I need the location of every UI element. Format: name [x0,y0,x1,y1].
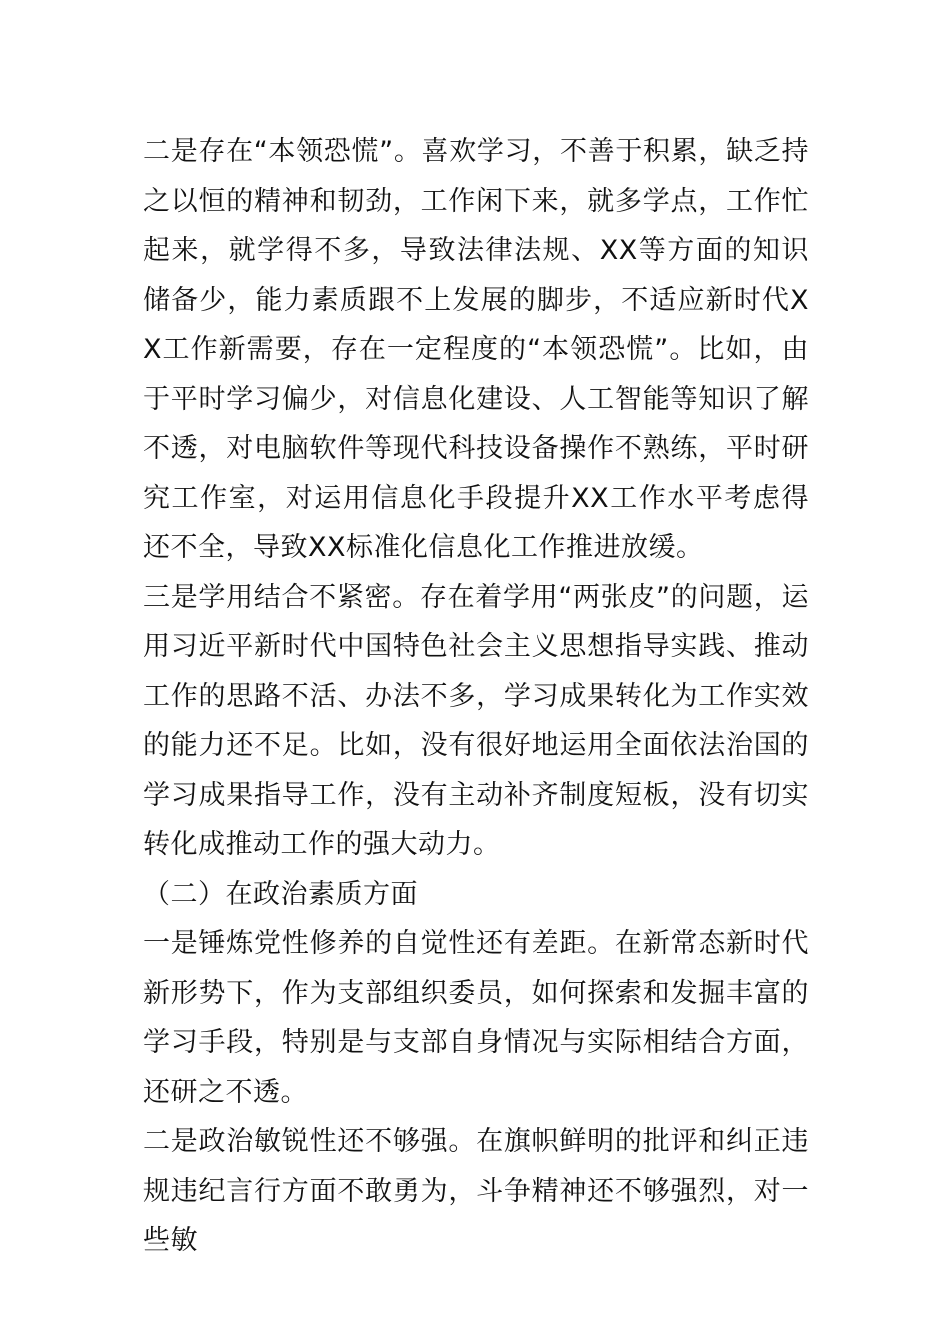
paragraph-zheng-zhi-min-rui-xing: 二是政治敏锐性还不够强。在旗帜鲜明的批评和纠正违规违纪言行方面不敢勇为，斗争精神还不够强烈，对一些敏 [143,1126,809,1256]
paragraph-dang-xing-xiu-yang: 一是锤炼党性修养的自觉性还有差距。在新常态新时代新形势下，作为支部组织委员，如何探索和发掘丰富的学习手段，特别是与支部自身情况与实际相结合方面，还研之不透。 [143,928,809,1108]
paragraph-ben-ling-kong-huang: 二是存在“本领恐慌”。喜欢学习，不善于积累，缺乏持之以恒的精神和韧劲，工作闲下来，就多学点，工作忙起来，就学得不多，导致法律法规、XX等方面的知识储备少，能力素质跟不上发展的脚步，不适应新时代XX工作新需要，存在一定程度的“本领恐慌”。比如，由于平时学习偏少，对信息化建设、人工智能等知识了解不透，对电脑软件等现代科技设备操作不熟练，平时研究工作室，对运用信息化手段提升XX工作水平考虑得还不全，导致XX标准化信息化工作推进放缓。 [143,136,809,563]
section-heading-political-quality: （二）在政治素质方面 [143,878,418,910]
document-body [143,127,809,1266]
paragraph-xue-yong-jie-he: 三是学用结合不紧密。存在着学用“两张皮”的问题，运用习近平新时代中国特色社会主义思想指导实践、推动工作的思路不活、办法不多，学习成果转化为工作实效的能力还不足。比如，没有很好地运用全面依法治国的学习成果指导工作，没有主动补齐制度短板，没有切实转化成推动工作的强大动力。 [143,581,809,860]
